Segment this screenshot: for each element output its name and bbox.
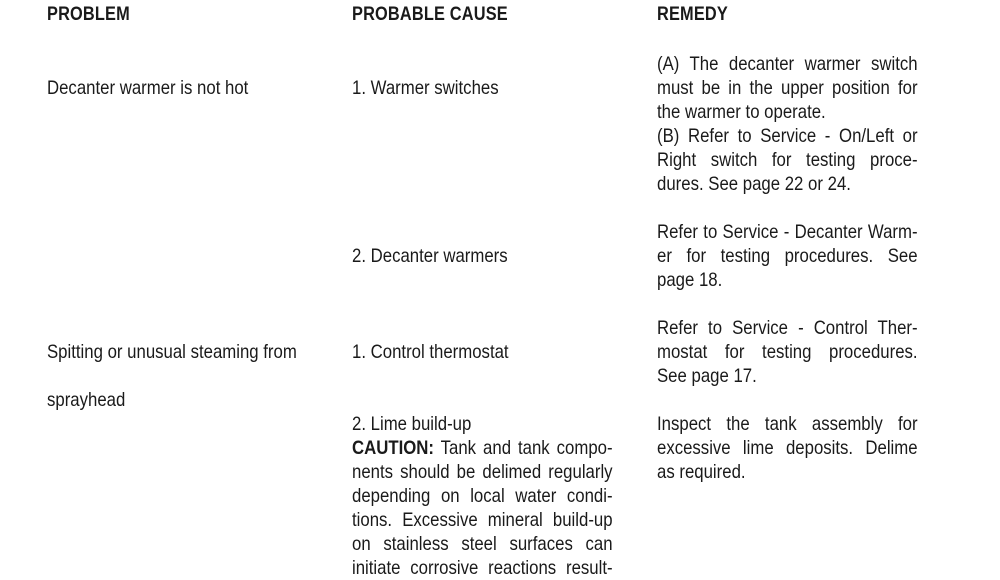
remedy-line: (A) The decanter warmer switch bbox=[657, 53, 918, 75]
caution-line: nents should be delimed regularly bbox=[352, 461, 613, 483]
cause-line: 1. Warmer switches bbox=[352, 77, 499, 99]
header-problem: PROBLEM bbox=[47, 4, 130, 25]
header-remedy: REMEDY bbox=[657, 4, 728, 25]
problem-line: sprayhead bbox=[47, 389, 126, 411]
remedy-line: Refer to Service - Decanter Warm- bbox=[657, 221, 918, 243]
remedy-line: See page 17. bbox=[657, 365, 757, 387]
remedy-line: excessive lime deposits. Delime bbox=[657, 437, 918, 459]
remedy-line: er for testing procedures. See bbox=[657, 245, 918, 267]
remedy-line: Refer to Service - Control Ther- bbox=[657, 317, 918, 339]
remedy-line: must be in the upper position for bbox=[657, 77, 918, 99]
problem-spitting-steaming bbox=[47, 316, 297, 436]
caution-first-line bbox=[352, 436, 613, 460]
caution-label: CAUTION: bbox=[352, 437, 434, 459]
remedy-line: Right switch for testing proce- bbox=[657, 149, 918, 171]
caution-line: initiate corrosive reactions result- bbox=[352, 557, 613, 579]
remedy-line: (B) Refer to Service - On/Left or bbox=[657, 125, 918, 147]
remedy-control-thermostat bbox=[657, 316, 918, 388]
remedy-line: mostat for testing procedures. bbox=[657, 341, 918, 363]
cause-line: 1. Control thermostat bbox=[352, 341, 509, 363]
caution-line: on stainless steel surfaces can bbox=[352, 533, 613, 555]
remedy-decanter-warmers bbox=[657, 220, 918, 292]
remedy-line: the warmer to operate. bbox=[657, 101, 826, 123]
remedy-warmer-switches bbox=[657, 52, 918, 196]
cause-control-thermostat bbox=[352, 316, 509, 364]
remedy-line: page 18. bbox=[657, 269, 723, 291]
remedy-lime-buildup bbox=[657, 412, 918, 484]
cause-line: 2. Decanter warmers bbox=[352, 245, 508, 267]
remedy-line: dures. See page 22 or 24. bbox=[657, 173, 851, 195]
caution-line: Tank and tank compo- bbox=[433, 437, 613, 459]
caution-line: tions. Excessive mineral build-up bbox=[352, 509, 613, 531]
remedy-line: Inspect the tank assembly for bbox=[657, 413, 918, 435]
cause-lime-buildup bbox=[352, 412, 613, 580]
header-probable-cause: PROBABLE CAUSE bbox=[352, 4, 508, 25]
problem-line: Spitting or unusual steaming from bbox=[47, 341, 297, 363]
problem-decanter-warmer bbox=[47, 52, 248, 100]
caution-line: depending on local water condi- bbox=[352, 485, 613, 507]
problem-line: Decanter warmer is not hot bbox=[47, 77, 249, 99]
cause-warmer-switches bbox=[352, 52, 499, 100]
cause-title: 2. Lime build-up bbox=[352, 413, 472, 435]
cause-decanter-warmers bbox=[352, 220, 508, 268]
remedy-line: as required. bbox=[657, 461, 746, 483]
